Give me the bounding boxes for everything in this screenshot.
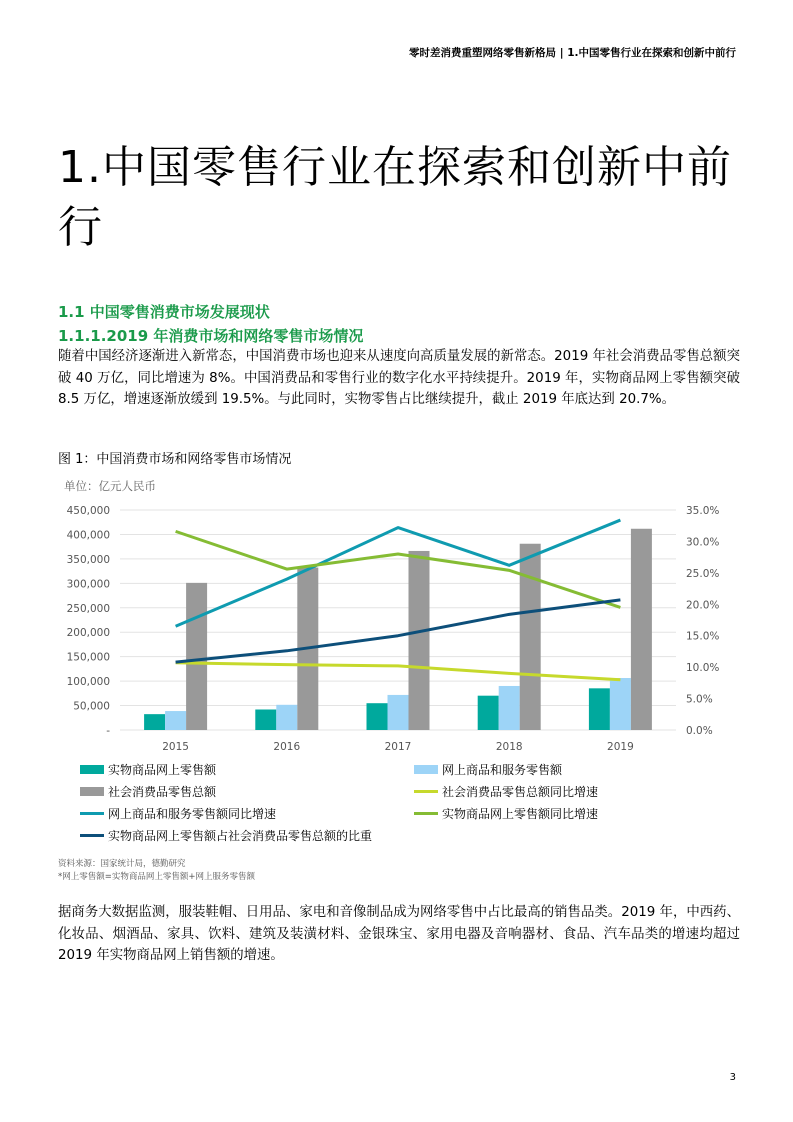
bar-0 [478,696,499,730]
line-series-1 [176,520,621,626]
legend-label: 实物商品网上零售额占社会消费品零售总额的比重 [108,829,373,843]
category-paragraph: 据商务大数据监测，服装鞋帽、日用品、家电和音像制品成为网络零售中占比最高的销售品类。2019 年，中西药、化妆品、烟酒品、家具、饮料、建筑及装潢材料、金银珠宝、家用电器及音响器材、食品、汽车品类的增速均超过 2019 年实物商品网上销售额的增速。 [58,905,740,963]
legend-label: 实物商品网上零售额 [108,763,217,777]
unit-label: 单位：亿元人民币 [64,479,156,493]
legend-item-retail-total [80,783,216,800]
bar-2 [520,544,541,730]
page-title: 1.中国零售行业在探索和创新中前行 [58,142,732,253]
legend-item-share [80,827,372,844]
x-tick-label: 2017 [384,741,412,753]
y-left-tick-label: 300,000 [66,578,110,591]
y-right-tick-label: 15.0% [686,630,720,643]
legend-swatch-retail-total [80,787,104,796]
intro-paragraph: 随着中国经济逐渐进入新常态，中国消费市场也迎来从速度向高质量发展的新常态。2019 年社会消费品零售总额突破 40 万亿，同比增速为 8%。中国消费品和零售行业的数字化水平持续提升。2019 年，实物商品网上零售额突破 8.5 万亿，增速逐渐放缓到 19.5%。与此同时，实物零售占比继续提升，截止 2019 年底达到 20.7%。 [58,349,740,407]
figure-caption: 图 1：中国消费市场和网络零售市场情况 [58,452,292,467]
legend-item-retail-growth [414,783,598,800]
y-right-tick-label: 20.0% [686,599,720,612]
y-left-tick-label: 350,000 [66,553,110,566]
bar-2 [186,583,207,730]
line-series-3 [176,600,621,662]
legend-swatch-online-growth [80,812,104,815]
legend-item-physical-online [80,761,216,778]
line-series-2 [176,531,621,607]
bar-2 [409,551,430,730]
x-tick-label: 2018 [495,741,523,753]
y-right-tick-label: 5.0% [686,693,713,706]
page-header: 零时差消费重塑网络零售新格局 | 1.中国零售行业在探索和创新中前行 [409,47,736,59]
y-left-tick-label: 450,000 [66,505,110,517]
legend-label: 社会消费品零售总额同比增速 [442,785,599,799]
y-left-tick-label: 250,000 [66,602,110,615]
bar-0 [255,709,276,730]
x-tick-label: 2016 [273,741,301,753]
bar-1 [610,678,631,730]
y-right-tick-label: 35.0% [686,505,720,517]
source-note: *网上零售额=实物商品网上零售额+网上服务零售额 [58,872,255,882]
y-right-tick-label: 10.0% [686,662,720,675]
chart-source [58,858,255,884]
bar-2 [631,529,652,730]
bar-0 [144,714,165,730]
market-chart [0,495,793,760]
legend-swatch-online-total [414,765,438,774]
legend-item-online-growth [80,805,276,822]
source-line: 资料来源：国家统计局，德勤研究 [58,859,186,869]
y-right-tick-label: 25.0% [686,567,720,580]
subsection-heading: 1.1.1.2019 年消费市场和网络零售市场情况 [58,327,364,345]
x-tick-label: 2015 [162,741,189,753]
legend-item-physical-growth [414,805,598,822]
section-heading: 1.1 中国零售消费市场发展现状 [58,303,270,321]
y-left-tick-label: 150,000 [66,651,110,664]
y-left-tick-label: 200,000 [66,627,110,640]
legend-item-online-total [414,761,562,778]
y-left-tick-label: - [106,725,110,737]
line-series-0 [176,663,621,680]
bar-0 [367,703,388,730]
legend-label: 网上商品和服务零售额同比增速 [108,807,277,821]
legend-swatch-share [80,834,104,837]
legend-label: 网上商品和服务零售额 [442,763,563,777]
legend-label: 实物商品网上零售额同比增速 [442,807,599,821]
y-left-tick-label: 400,000 [66,529,110,542]
page-number: 3 [729,1072,736,1083]
legend-swatch-physical-growth [414,812,438,815]
bar-1 [499,686,520,730]
bar-1 [165,711,186,730]
legend-swatch-retail-growth [414,790,438,793]
bar-1 [276,705,297,730]
legend-swatch-physical-online [80,765,104,774]
bar-0 [589,688,610,730]
x-tick-label: 2019 [607,741,634,753]
y-right-tick-label: 30.0% [686,536,720,549]
y-left-tick-label: 50,000 [73,700,110,713]
bar-1 [388,695,409,730]
legend-label: 社会消费品零售总额 [108,785,217,799]
y-right-tick-label: 0.0% [686,725,713,737]
y-left-tick-label: 100,000 [66,676,110,689]
